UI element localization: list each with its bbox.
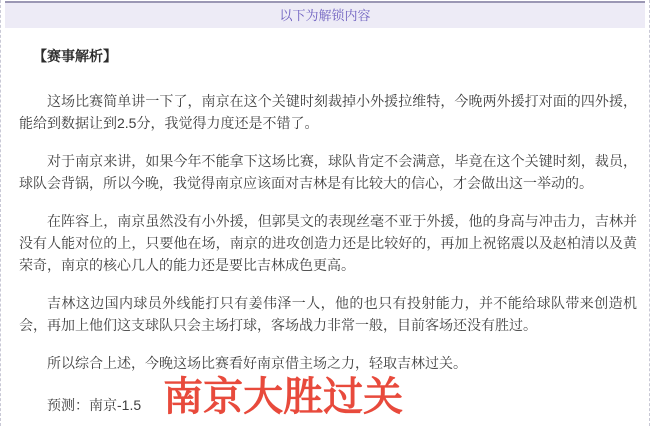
prediction-label: 预测：南京-1.5 (47, 397, 142, 413)
paragraph-3: 在阵容上，南京虽然没有小外援，但郭昊文的表现丝毫不亚于外援，他的身高与冲击力，吉林并没有人能对位的上，只要他在场，南京的进攻创造力还是比较好的，再加上祝铭震以及赵柏清以及黄荣奇，南京的核心几人的能力还是要比吉林成色更高。 (19, 213, 637, 273)
paragraph-1: 这场比赛简单讲一下了，南京在这个关键时刻裁掉小外援拉维特，今晚两外援打对面的四外援，能给到数据让到2.5分，我觉得力度还是不错了。 (19, 93, 637, 131)
prediction-row (19, 376, 637, 418)
paragraph-2: 对于南京来讲，如果今年不能拿下这场比赛，球队肯定不会满意，毕竟在这个关键时刻，裁员，球队会背锅，所以今晚，我觉得南京应该面对吉林是有比较大的信心，才会做出这一举动的。 (19, 153, 637, 191)
verdict-text: 南京大胜过关 (163, 375, 404, 419)
paragraph-4: 吉林这边国内球员外线能打只有姜伟泽一人，他的也只有投射能力，并不能给球队带来创造机会，再加上他们这支球队只会主场打球，客场战力非常一般，目前客场还没有胜过。 (19, 295, 637, 333)
article-body (5, 28, 645, 418)
unlocked-content-banner (5, 1, 645, 28)
section-heading: 【赛事解析】 (33, 48, 117, 64)
unlocked-content-banner-label: 以下为解锁内容 (279, 8, 371, 23)
paragraph-5: 所以综合上述，今晚这场比赛看好南京借主场之力，轻取吉林过关。 (47, 355, 467, 371)
